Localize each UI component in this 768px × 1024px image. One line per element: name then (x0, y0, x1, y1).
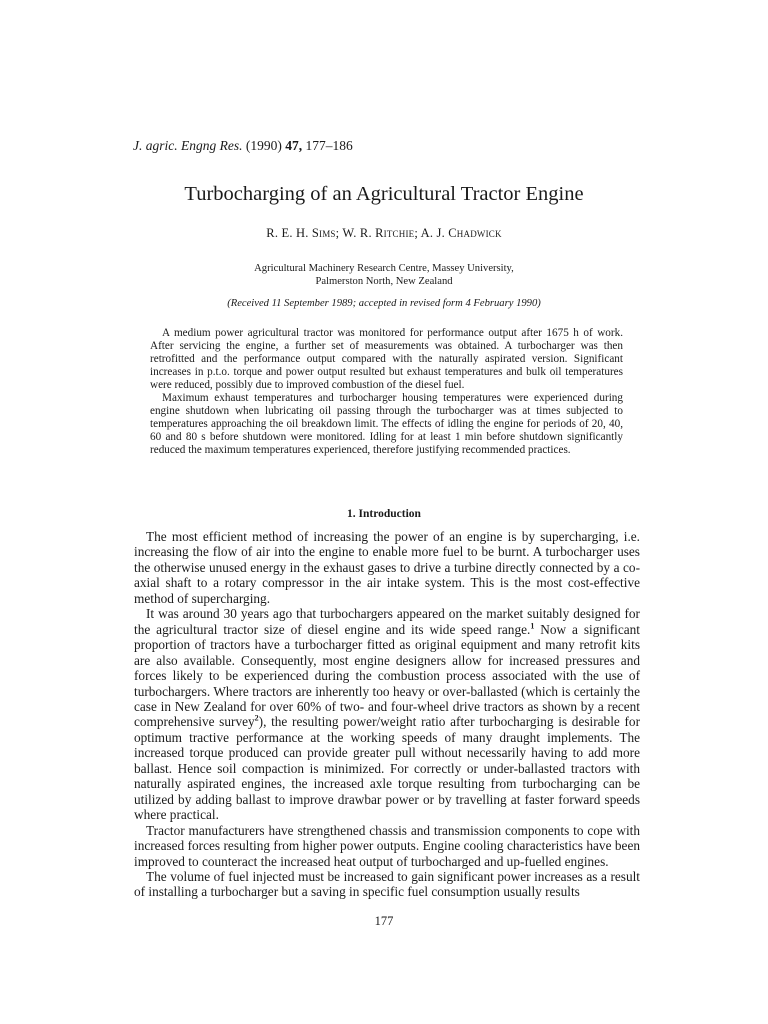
abstract-paragraph-2: Maximum exhaust temperatures and turbocharger housing temperatures were experienced during engine shutdown when lubricating oil passing through the turbocharger was at times subjected to temperatures approaching the oil breakdown limit. The effects of idling the engine for periods of 20, 40, 60 and 80 s before shutdown were monitored. Idling for at least 1 min before shutdown significantly reduced the maximum temperatures experienced, therefore justifying recommended practices. (150, 392, 623, 456)
author-list (0, 226, 768, 241)
abstract-paragraph-1: A medium power agricultural tractor was monitored for performance output after 1675 h of work. After servicing the engine, a further set of measurements was obtained. A turbocharger was then retrofitted and the performance output compared with the naturally aspirated version. Significant increases in p.t.o. torque and power output resulted but exhaust temperatures and bulk oil temperatures were reduced, possibly due to improved combustion of the diesel fuel. (150, 327, 623, 391)
author-1: R. E. H. Sims; (266, 226, 340, 240)
reference-2: 2 (254, 714, 259, 724)
body-paragraph-1: The most efficient method of increasing the power of an engine is by supercharging, i.e. increasing the flow of air into the engine to enable more fuel to be burnt. A turbocharger uses the otherwise unused energy in the exhaust gases to drive a turbine directly connected by a co-axial shaft to a rotary compressor in the air intake system. This is the most cost-effective method of supercharging. (134, 529, 640, 606)
received-dates: (Received 11 September 1989; accepted in revised form 4 February 1990) (227, 298, 541, 309)
body-paragraph-4: The volume of fuel injected must be increased to gain significant power increases as a result of installing a turbocharger but a saving in specific fuel consumption usually results (134, 868, 640, 900)
volume-number: 47, (285, 138, 303, 153)
body-paragraph-2: It was around 30 years ago that turbochargers appeared on the market suitably designed for the agricultural tractor size of diesel engine and its wide speed range.$^1$ Now a significant proportion of tractors have a turbocharger fitted as original equipment and many retrofit kits are also available. Consequently, most engine designers allow for increased pressures and forces likely to be experienced during the combustion process associated with the use of turbochargers. Where tractors are inherently too heavy or over-ballasted (which is certainly the case in New Zealand for over 60% of two- and four-wheel drive tractors as shown by a recent comprehensive survey$^2$), the resulting power/weight ratio after turbocharging is desirable for optimum tractive performance at the working speeds of many draught implements. The increased torque produced can provide greater pull without necessarily having to add more ballast. Hence soil compaction is minimized. For correctly or under-ballasted tractors with naturally aspirated engines, the increased axle torque resulting from turbocharging can be utilized by adding ballast to improve drawbar power or by travelling at faster forward speeds where practical. (134, 606, 640, 823)
author-2: W. R. Ritchie; (342, 226, 419, 240)
affiliation (0, 262, 768, 288)
journal-citation (133, 138, 353, 154)
affiliation-line-1: Agricultural Machinery Research Centre, Massey University, (254, 263, 514, 274)
abstract (150, 327, 623, 457)
reference-1: 1 (530, 621, 535, 631)
page-range: 177–186 (305, 138, 353, 153)
body-paragraph-3: Tractor manufacturers have strengthened chassis and transmission components to cope with increased forces resulting from higher power outputs. Engine cooling characteristics have been improved to counteract the increased heat output of turbocharged and up-fuelled engines. (134, 822, 640, 869)
body-text (134, 529, 640, 900)
affiliation-line-2: Palmerston North, New Zealand (315, 276, 453, 287)
publication-year: (1990) (245, 138, 282, 153)
author-3: A. J. Chadwick (420, 226, 502, 240)
page-number: 177 (374, 914, 394, 928)
section-heading: 1. Introduction (347, 508, 421, 520)
journal-name: J. agric. Engng Res. (133, 138, 243, 153)
paper-title: Turbocharging of an Agricultural Tractor Engine (184, 183, 584, 205)
